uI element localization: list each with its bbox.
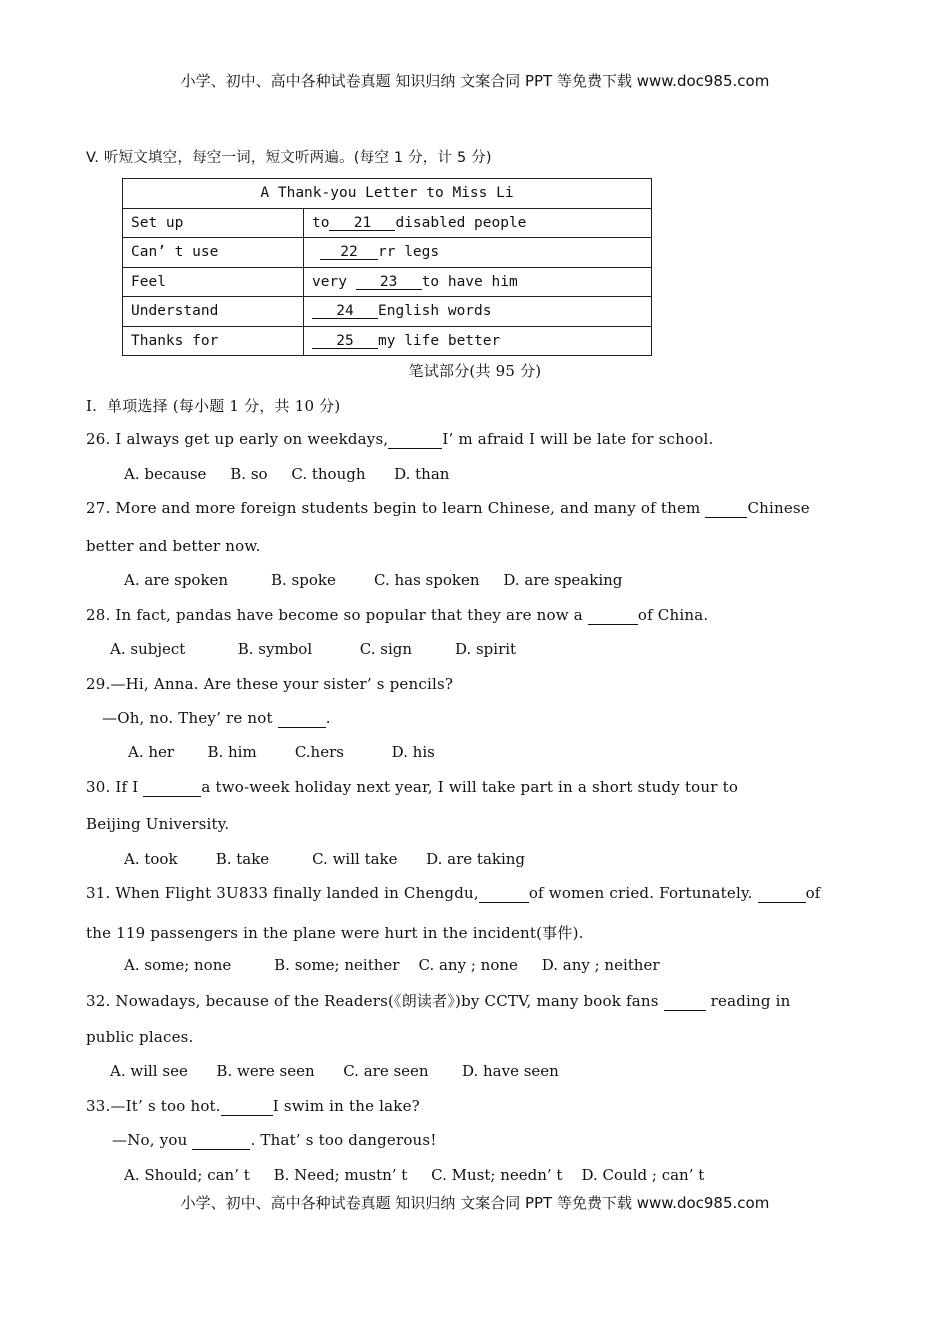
question-33: 33.—It’ s too hot. I swim in the lake? bbox=[86, 1097, 420, 1115]
answer-blank[interactable]: 21 bbox=[329, 216, 395, 231]
answer-blank[interactable] bbox=[143, 778, 201, 797]
question-32-options: A. will see B. were seen C. are seen D. have seen bbox=[110, 1062, 559, 1080]
answer-blank[interactable] bbox=[192, 1131, 250, 1150]
table-title-row bbox=[123, 179, 652, 209]
row-label: Understand bbox=[123, 297, 304, 327]
answer-blank[interactable] bbox=[479, 884, 529, 903]
answer-blank[interactable] bbox=[588, 606, 638, 625]
page-footer: 小学、初中、高中各种试卷真题 知识归纳 文案合同 PPT 等免费下载 www.doc985.com bbox=[180, 1194, 770, 1212]
answer-blank[interactable] bbox=[664, 992, 706, 1011]
section-i-heading: I. 单项选择 (每小题 1 分，共 10 分) bbox=[86, 397, 341, 415]
row-content: 25 my life better bbox=[304, 326, 652, 356]
answer-blank[interactable]: 24 bbox=[312, 304, 378, 319]
row-label: Feel bbox=[123, 267, 304, 297]
question-29: 29.—Hi, Anna. Are these your sister’ s pencils? bbox=[86, 675, 454, 693]
answer-blank[interactable] bbox=[705, 499, 747, 518]
question-28-options: A. subject B. symbol C. sign D. spirit bbox=[110, 640, 517, 658]
section-v-heading: V. 听短文填空，每空一词，短文听两遍。(每空 1 分，计 5 分) bbox=[86, 150, 492, 166]
question-30: 30. If I a two-week holiday next year, I will take part in a short study tour to bbox=[86, 778, 739, 796]
row-content: to 21 disabled people bbox=[304, 208, 652, 238]
question-26: 26. I always get up early on weekdays, I’ m afraid I will be late for school. bbox=[86, 430, 714, 448]
answer-blank[interactable]: 22 bbox=[320, 245, 378, 260]
row-label: Thanks for bbox=[123, 326, 304, 356]
question-31: 31. When Flight 3U833 finally landed in Chengdu, of women cried. Fortunately. of bbox=[86, 884, 821, 902]
question-27-options: A. are spoken B. spoke C. has spoken D. are speaking bbox=[124, 571, 623, 589]
question-31-continued: the 119 passengers in the plane were hurt in the incident(事件). bbox=[86, 924, 584, 942]
row-label: Can’ t use bbox=[123, 238, 304, 268]
question-32: 32. Nowadays, because of the Readers(《朗读者》)by CCTV, many book fans reading in bbox=[86, 992, 791, 1010]
question-29-reply: —Oh, no. They’ re not . bbox=[102, 709, 331, 727]
question-29-options: A. her B. him C.hers D. his bbox=[128, 743, 435, 761]
table-row bbox=[123, 297, 652, 327]
table-row bbox=[123, 238, 652, 268]
row-content: very 23 to have him bbox=[304, 267, 652, 297]
question-27: 27. More and more foreign students begin to learn Chinese, and many of them Chinese bbox=[86, 499, 810, 517]
question-33-reply: —No, you . That’ s too dangerous! bbox=[112, 1131, 437, 1149]
row-content: 24 English words bbox=[304, 297, 652, 327]
answer-blank[interactable] bbox=[388, 430, 442, 449]
answer-blank[interactable] bbox=[278, 709, 326, 728]
table-title: A Thank-you Letter to Miss Li bbox=[123, 179, 652, 209]
table-row bbox=[123, 267, 652, 297]
table-row bbox=[123, 208, 652, 238]
row-content: 22 rr legs bbox=[304, 238, 652, 268]
question-30-continued: Beijing University. bbox=[86, 815, 230, 833]
question-26-options: A. because B. so C. though D. than bbox=[124, 465, 450, 483]
written-part-heading: 笔试部分(共 95 分) bbox=[408, 362, 542, 380]
thank-you-letter-table bbox=[122, 178, 652, 356]
row-label: Set up bbox=[123, 208, 304, 238]
table-row bbox=[123, 326, 652, 356]
page-header: 小学、初中、高中各种试卷真题 知识归纳 文案合同 PPT 等免费下载 www.doc985.com bbox=[180, 72, 770, 90]
question-28: 28. In fact, pandas have become so popular that they are now a of China. bbox=[86, 606, 709, 624]
answer-blank[interactable] bbox=[758, 884, 806, 903]
answer-blank[interactable]: 25 bbox=[312, 334, 378, 349]
question-27-continued: better and better now. bbox=[86, 537, 261, 555]
answer-blank[interactable]: 23 bbox=[356, 275, 422, 290]
question-30-options: A. took B. take C. will take D. are taking bbox=[124, 850, 526, 868]
question-31-options: A. some; none B. some; neither C. any ; none D. any ; neither bbox=[124, 956, 660, 974]
question-32-continued: public places. bbox=[86, 1028, 194, 1046]
question-33-options: A. Should; can’ t B. Need; mustn’ t C. Must; needn’ t D. Could ; can’ t bbox=[124, 1166, 705, 1184]
answer-blank[interactable] bbox=[221, 1097, 273, 1116]
